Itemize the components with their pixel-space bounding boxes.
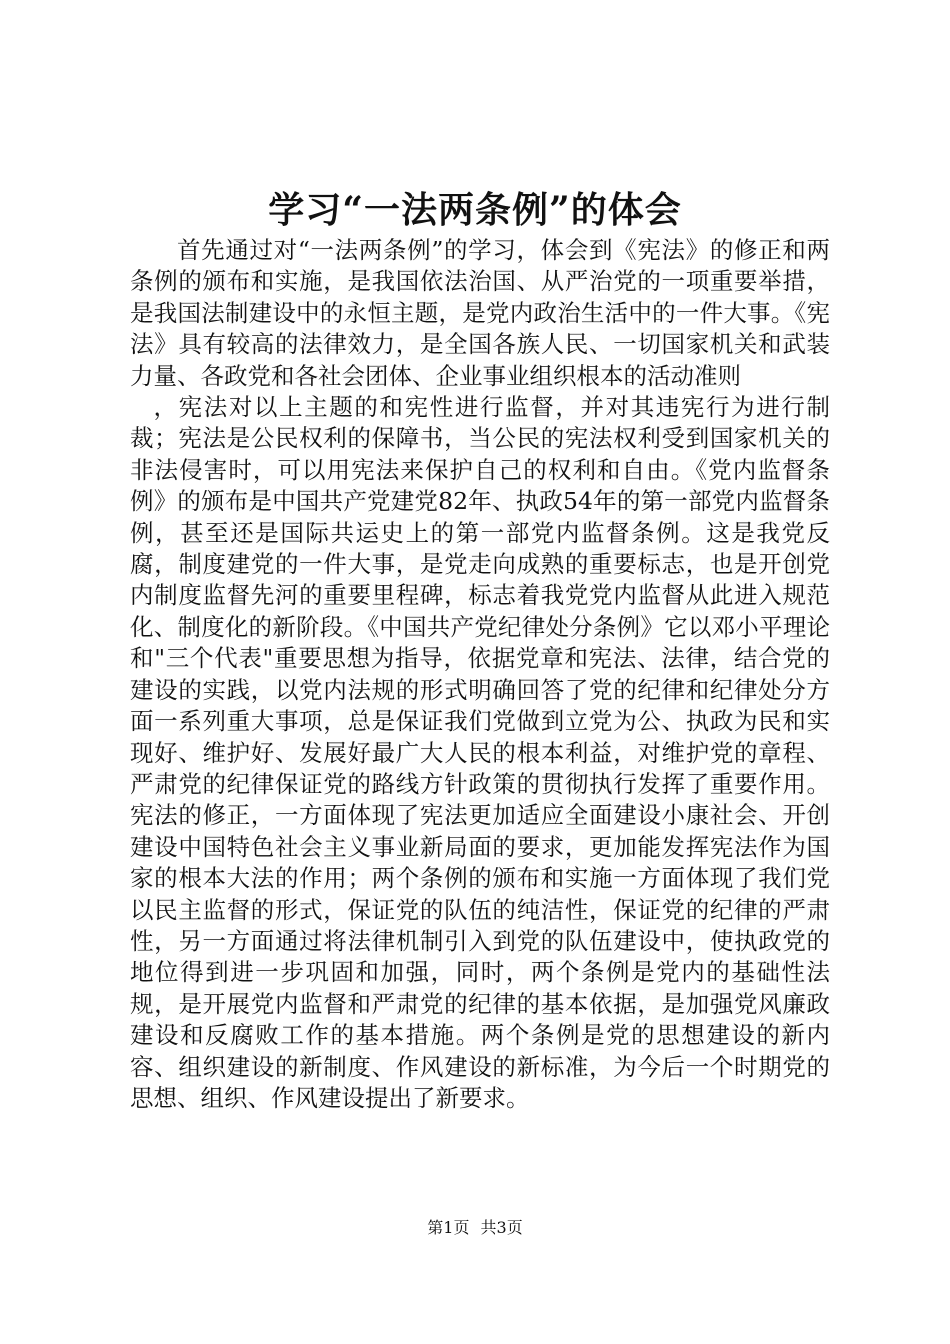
page-number: 第1页 [427,1218,470,1237]
paragraph-1: 首先通过对“一法两条例”的学习，体会到《宪法》的修正和两条例的颁布和实施，是我国依法治国、从严治党的一项重要举措，是我国法制建设中的永恒主题，是党内政治生活中的一件大事。《宪法》具有较高的法律效力，是全国各族人民、一切国家机关和武装力量、各政党和各社会团体、企业事业组织根本的活动准则 [130,236,830,390]
paragraph-2: ，宪法对以上主题的和宪性进行监督，并对其违宪行为进行制裁；宪法是公民权利的保障书，当公民的宪法权利受到国家机关的非法侵害时，可以用宪法来保护自己的权利和自由。《党内监督条例》的颁布是中国共产党建党82年、执政54年的第一部党内监督条例，甚至还是国际共运史上的第一部党内监督条例。这是我党反腐，制度建党的一件大事，是党走向成熟的重要标志，也是开创党内制度监督先河的重要里程碑，标志着我党党内监督从此进入规范化、制度化的新阶段。《中国共产党纪律处分条例》它以邓小平理论和"三个代表"重要思想为指导，依据党章和宪法、法律，结合党的建设的实践，以党内法规的形式明确回答了党的纪律和纪律处分方面一系列重大事项，总是保证我们党做到立党为公、执政为民和实现好、维护好、发展好最广大人民的根本利益，对维护党的章程、严肃党的纪律保证党的路线方针政策的贯彻执行发挥了重要作用。宪法的修正，一方面体现了宪法更加适应全面建设小康社会、开创建设中国特色社会主义事业新局面的要求，更加能发挥宪法作为国家的根本大法的作用；两个条例的颁布和实施一方面体现了我们党以民主监督的形式，保证党的队伍的纯洁性，保证党的纪律的严肃性，另一方面通过将法律机制引入到党的队伍建设中，使执政党的地位得到进一步巩固和加强，同时，两个条例是党内的基础性法规，是开展党内监督和严肃党的纪律的基本依据，是加强党风廉政建设和反腐败工作的基本措施。两个条例是党的思想建设的新内容、组织建设的新制度、作风建设的新标准，为今后一个时期党的思想、组织、作风建设提出了新要求。 [130,393,830,1112]
page-total: 共3页 [480,1218,523,1237]
document-body [130,235,830,1114]
document-title: 学习“一法两条例”的体会 [268,189,682,231]
page-footer [0,1216,950,1240]
